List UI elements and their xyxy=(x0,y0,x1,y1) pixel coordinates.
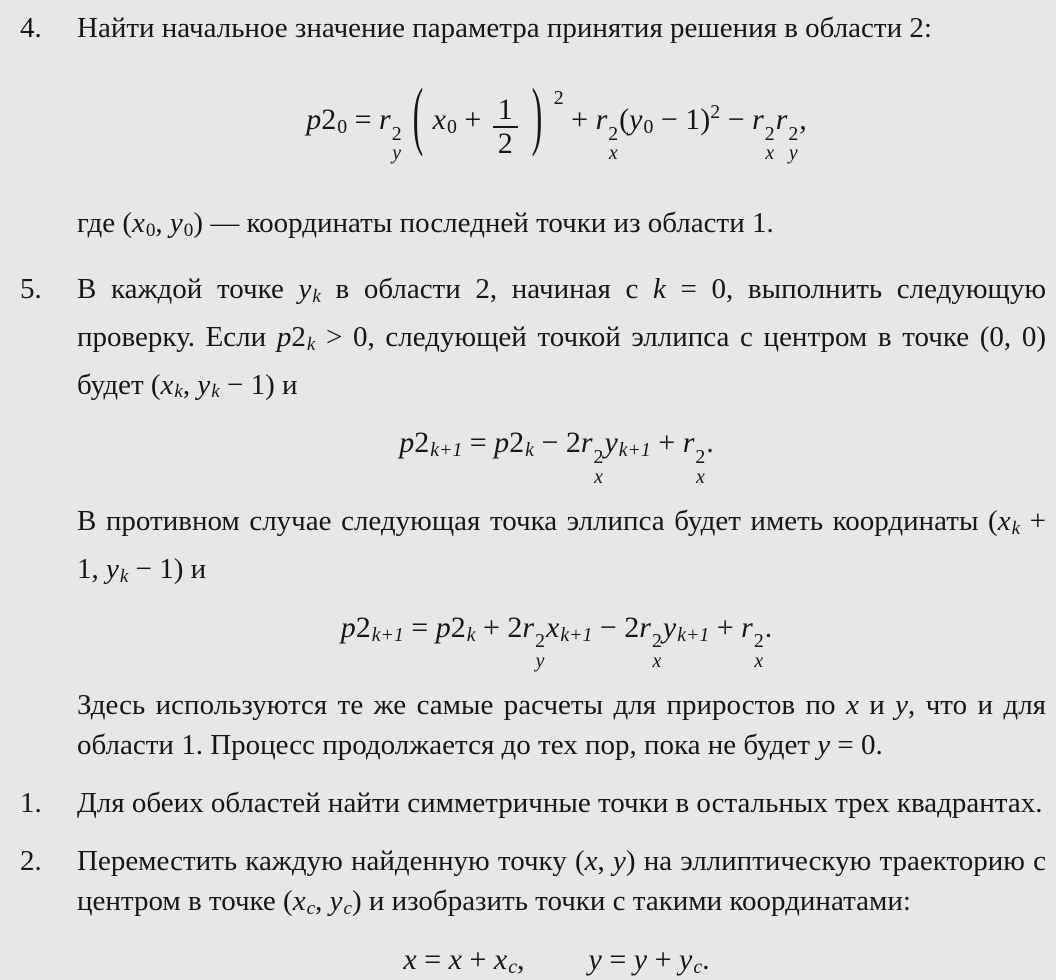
math-variable: x xyxy=(160,368,174,401)
list-item-text xyxy=(77,783,1046,823)
math-variable: y xyxy=(588,942,602,976)
math-variable: r xyxy=(595,102,608,136)
sub-sup-stack xyxy=(652,632,662,672)
subscript: 0 xyxy=(183,220,194,242)
paragraph-where xyxy=(77,203,1046,251)
math-text: − 2 xyxy=(592,610,640,644)
sub-sup-stack xyxy=(764,122,775,165)
math-text: = xyxy=(462,426,495,460)
math-variable: x xyxy=(997,504,1011,537)
formula-p2-initial xyxy=(77,60,1036,190)
math-variable: y xyxy=(679,942,693,976)
math-variable: y xyxy=(662,610,677,644)
math-text: , xyxy=(315,885,330,918)
superscript: 2 xyxy=(651,630,662,653)
big-right-paren: ) xyxy=(531,73,543,159)
math-text: , xyxy=(597,845,613,878)
math-text: В каждой точке xyxy=(77,273,299,306)
superscript: 2 xyxy=(710,100,721,123)
sub-sup-stack xyxy=(594,448,604,488)
subscript: c xyxy=(693,955,703,978)
formula-translate-points xyxy=(77,941,1036,980)
math-variable: y xyxy=(329,885,343,918)
math-text: В противном случае следующая точка эллипса будет иметь координаты ( xyxy=(77,504,998,537)
math-text: , что и для области 1. Процесс продолжается до тех пор, пока не будет xyxy=(77,689,1046,762)
list-item-text xyxy=(77,8,1046,48)
subscript: 0 xyxy=(145,220,156,242)
list-item-text xyxy=(77,841,1046,929)
math-variable: x xyxy=(131,207,145,240)
math-text: , xyxy=(517,942,525,976)
list-item-5 xyxy=(20,269,1046,412)
list-number: 5. xyxy=(20,273,42,306)
math-text: − 2 xyxy=(533,426,581,460)
math-variable: p xyxy=(306,102,322,136)
subscript: x xyxy=(608,142,618,165)
math-text: = xyxy=(601,942,634,976)
subscript: x xyxy=(754,650,764,673)
subscript: y xyxy=(535,650,545,673)
subscript: k+1 xyxy=(618,439,651,462)
math-variable: y xyxy=(106,552,119,585)
subscript: k+1 xyxy=(560,623,593,646)
math-variable: y xyxy=(895,689,909,722)
sub-sup-stack xyxy=(535,632,545,672)
math-variable: p xyxy=(435,610,451,644)
math-text: + xyxy=(563,102,596,136)
superscript: 2 xyxy=(764,122,775,145)
paragraph-same-calculations xyxy=(77,685,1046,765)
math-variable: y xyxy=(633,942,648,976)
math-text: Найти начальное значение параметра принятия решения в области 2: xyxy=(77,12,932,44)
math-variable: x xyxy=(403,942,417,976)
subscript: k xyxy=(306,333,316,355)
math-variable: x xyxy=(546,610,560,644)
superscript: 2 xyxy=(788,122,799,145)
math-text: в области 2, начиная с xyxy=(320,273,653,306)
subscript: k xyxy=(119,565,129,587)
math-variable: x xyxy=(292,885,306,918)
math-variable: y xyxy=(817,729,831,762)
subscript: k xyxy=(174,381,183,403)
subscript: 0 xyxy=(446,115,457,138)
math-variable: x xyxy=(493,942,508,976)
math-variable: r xyxy=(775,102,788,136)
math-text: где ( xyxy=(77,207,132,240)
superscript: 2 xyxy=(695,446,706,469)
math-variable: y xyxy=(612,845,626,878)
subscript: c xyxy=(343,897,352,919)
paragraph-otherwise xyxy=(77,501,1046,597)
subscript: x xyxy=(594,466,603,489)
math-text: . xyxy=(764,610,773,644)
math-text: 2 xyxy=(450,610,466,644)
subscript: x xyxy=(652,650,662,673)
math-text: , xyxy=(155,207,170,240)
math-text: и xyxy=(858,689,896,722)
formula-p2-both-increments xyxy=(77,609,1036,672)
subscript: k xyxy=(211,381,220,403)
subscript: c xyxy=(508,955,517,978)
math-text: > 0, следующей точкой эллипса с центром в точке (0, 0) будет ( xyxy=(77,320,1046,401)
math-text: + 1, xyxy=(77,504,1047,585)
math-variable: y xyxy=(298,273,312,306)
math-text: Здесь используются те же самые расчеты для приростов по xyxy=(77,689,846,722)
math-text: + xyxy=(650,426,683,460)
subscript: k+1 xyxy=(371,623,404,646)
math-text: = xyxy=(416,942,449,976)
math-variable: p xyxy=(340,610,356,644)
math-text: ) и изобразить точки с такими координатами: xyxy=(351,885,911,918)
math-text: 2 xyxy=(509,426,525,460)
math-text: + xyxy=(647,942,679,976)
math-variable: x xyxy=(584,845,598,878)
math-text: − 1) и xyxy=(219,368,298,401)
math-variable: x xyxy=(448,942,462,976)
math-text: − 1) xyxy=(653,102,711,136)
subscript: k xyxy=(525,439,534,462)
formula-p2-decrement xyxy=(77,424,1036,487)
math-text: 2 xyxy=(321,102,337,136)
subscript: k xyxy=(1011,517,1021,539)
sub-sup-stack xyxy=(788,122,799,165)
math-text: 2 xyxy=(291,320,306,353)
math-variable: r xyxy=(580,426,593,460)
math-variable: y xyxy=(169,207,183,240)
math-text: + xyxy=(461,942,494,976)
math-text: , xyxy=(182,368,198,401)
math-variable: r xyxy=(522,610,535,644)
subscript: 0 xyxy=(337,115,348,138)
math-variable: y xyxy=(197,368,211,401)
subscript: k xyxy=(466,623,476,646)
math-text: − 1) и xyxy=(128,552,207,585)
subscript: x xyxy=(695,466,705,489)
math-variable: r xyxy=(682,426,695,460)
subscript: y xyxy=(392,142,402,165)
big-left-paren: ( xyxy=(412,73,423,159)
math-text: ) на эллиптическую траекторию с центром в точке ( xyxy=(77,845,1047,918)
sub-sup-stack xyxy=(754,632,764,672)
math-text: Переместить каждую найденную точку ( xyxy=(77,845,585,878)
math-text: = xyxy=(403,610,436,644)
list-item-text xyxy=(77,269,1046,412)
math-variable: p xyxy=(494,426,510,460)
superscript: 2 xyxy=(391,122,402,145)
list-item-2 xyxy=(20,841,1046,929)
math-text: + xyxy=(709,610,742,644)
math-variable: k xyxy=(653,273,666,306)
math-text: . xyxy=(706,426,714,460)
math-text: − xyxy=(720,102,753,136)
sub-sup-stack xyxy=(391,122,402,165)
subscript: 0 xyxy=(643,115,654,138)
math-text: , xyxy=(799,102,807,136)
math-text: ( xyxy=(619,102,630,136)
superscript: 2 xyxy=(535,630,545,653)
superscript: 2 xyxy=(753,630,764,653)
subscript: y xyxy=(788,142,798,165)
denominator: 2 xyxy=(493,126,518,160)
math-variable: y xyxy=(629,102,643,136)
math-variable: r xyxy=(741,610,753,644)
math-variable: x xyxy=(432,102,446,136)
math-text: + xyxy=(456,102,489,136)
math-variable: r xyxy=(752,102,764,136)
math-text: = xyxy=(347,102,380,136)
math-text: = 0, выполнить следующую проверку. Если xyxy=(77,273,1047,353)
math-text: 2 xyxy=(414,426,430,460)
numerator: 1 xyxy=(497,92,513,126)
list-number: 2. xyxy=(20,845,42,878)
list-item-1 xyxy=(20,783,1046,823)
sub-sup-stack xyxy=(608,122,619,165)
math-text: Для обеих областей найти симметричные точки в остальных трех квадрантах. xyxy=(77,787,1043,820)
subscript: k+1 xyxy=(677,623,710,646)
math-text: . xyxy=(702,942,710,976)
list-number: 1. xyxy=(20,787,42,820)
sub-sup-stack xyxy=(695,448,705,488)
subscript: k+1 xyxy=(430,439,463,462)
superscript: 2 xyxy=(608,122,619,145)
fraction xyxy=(493,94,518,160)
math-text: + 2 xyxy=(475,610,523,644)
math-variable: x xyxy=(845,689,859,722)
subscript: c xyxy=(306,897,316,919)
math-variable: p xyxy=(276,320,292,353)
math-text: = 0. xyxy=(830,729,883,762)
list-number: 4. xyxy=(20,12,42,44)
math-variable: p xyxy=(399,426,415,460)
math-variable: r xyxy=(639,610,651,644)
math-text: ) — координаты последней точки из области 1. xyxy=(193,207,774,240)
subscript: x xyxy=(765,142,775,165)
superscript: 2 xyxy=(553,87,564,109)
math-text: 2 xyxy=(355,610,371,644)
superscript: 2 xyxy=(593,446,604,469)
subscript: k xyxy=(312,285,321,307)
math-variable: r xyxy=(379,102,391,136)
math-variable: y xyxy=(604,426,618,460)
list-item-4 xyxy=(20,8,1046,48)
